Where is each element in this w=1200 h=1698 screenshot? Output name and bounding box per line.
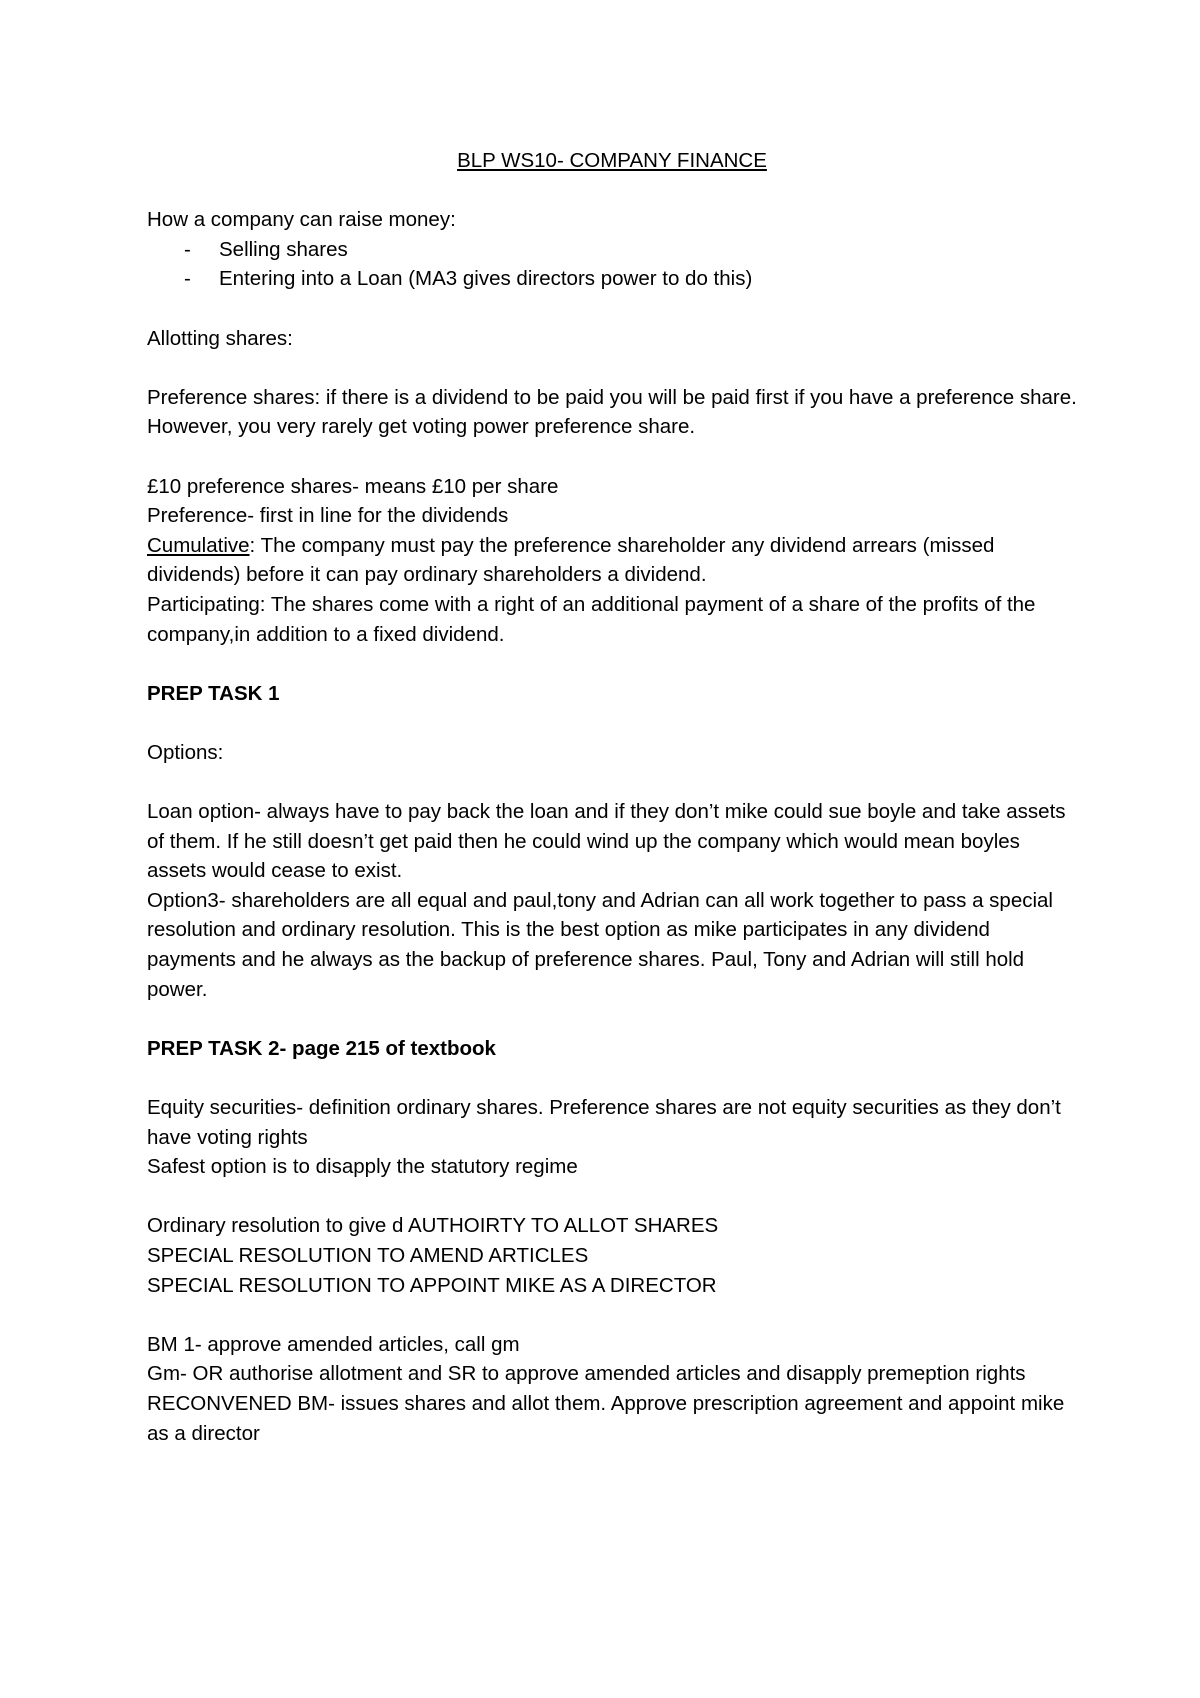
dash-bullet: - bbox=[184, 267, 191, 291]
preference-paragraph: Preference shares: if there is a dividend to be paid you will be paid first if you have a preference share. However, you very rarely get voting power preference share. bbox=[147, 385, 1077, 439]
document-body bbox=[147, 146, 1077, 1448]
list-item bbox=[147, 235, 1077, 265]
participating-paragraph: Participating: The shares come with a right of an additional payment of a share of the profits of the company,in addition to a fixed dividend. bbox=[147, 592, 1036, 646]
reconvened-paragraph: RECONVENED BM- issues shares and allot them. Approve prescription agreement and appoint mike as a director bbox=[147, 1391, 1065, 1445]
cumulative-label: Cumulative bbox=[147, 533, 250, 557]
bm1-line: BM 1- approve amended articles, call gm bbox=[147, 1332, 520, 1356]
options-heading: Options: bbox=[147, 740, 224, 764]
prep-task-1-heading: PREP TASK 1 bbox=[147, 681, 280, 705]
pref-line-2: Preference- first in line for the dividends bbox=[147, 504, 509, 528]
document-title: BLP WS10- COMPANY FINANCE bbox=[457, 149, 767, 172]
gm-paragraph: Gm- OR authorise allotment and SR to approve amended articles and disapply premeption rights bbox=[147, 1362, 1026, 1386]
list-item-text: Entering into a Loan (MA3 gives directors power to do this) bbox=[219, 267, 753, 291]
resolution-line: SPECIAL RESOLUTION TO AMEND ARTICLES bbox=[147, 1243, 589, 1267]
cumulative-text: : The company must pay the preference shareholder any dividend arrears (missed dividends) before it can pay ordinary shareholders a dividend. bbox=[147, 533, 995, 587]
list-item-text: Selling shares bbox=[219, 237, 348, 261]
resolution-line: SPECIAL RESOLUTION TO APPOINT MIKE AS A DIRECTOR bbox=[147, 1273, 717, 1297]
option3-paragraph: Option3- shareholders are all equal and paul,tony and Adrian can all work together to pass a special resolution and ordinary resolution. This is the best option as mike participates in any dividend payments and he always as the backup of preference shares. Paul, Tony and Adrian will still hold power. bbox=[147, 888, 1053, 1001]
prep-task-2-heading: PREP TASK 2- page 215 of textbook bbox=[147, 1036, 496, 1060]
safest-option-line: Safest option is to disapply the statutory regime bbox=[147, 1155, 578, 1179]
loan-option-paragraph: Loan option- always have to pay back the loan and if they don’t mike could sue boyle and take assets of them. If he still doesn’t get paid then he could wind up the company which would mean boyles assets would cease to exist. bbox=[147, 800, 1066, 883]
allotting-heading: Allotting shares: bbox=[147, 326, 293, 350]
resolution-line: Ordinary resolution to give d AUTHOIRTY TO ALLOT SHARES bbox=[147, 1214, 719, 1238]
raise-money-list bbox=[147, 235, 1077, 294]
list-item bbox=[147, 264, 1077, 294]
cumulative-paragraph bbox=[147, 531, 1077, 590]
pref-line-1: £10 preference shares- means £10 per share bbox=[147, 474, 559, 498]
equity-paragraph: Equity securities- definition ordinary shares. Preference shares are not equity securities as they don’t have voting rights bbox=[147, 1096, 1061, 1149]
dash-bullet: - bbox=[184, 237, 191, 261]
raise-money-heading: How a company can raise money: bbox=[147, 208, 456, 232]
